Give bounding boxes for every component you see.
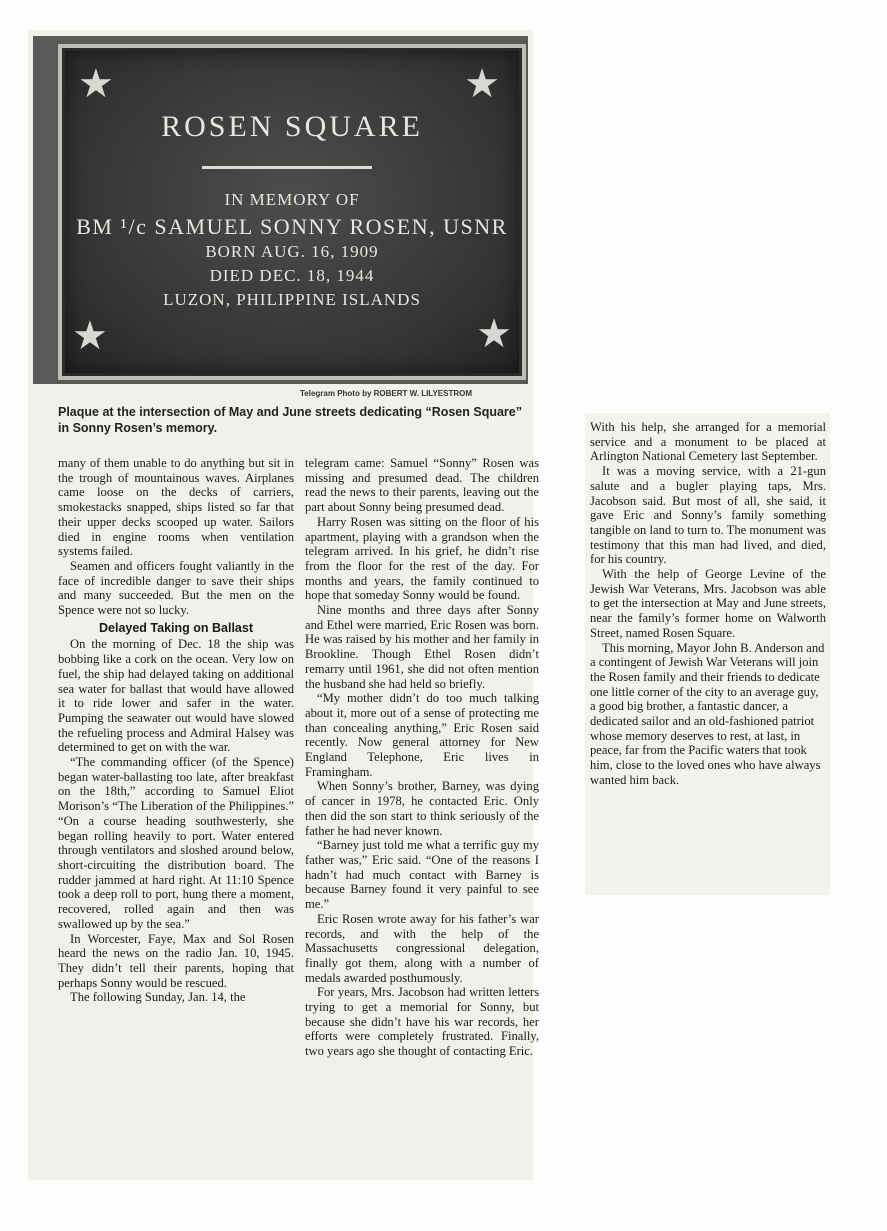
- article-column-3: [590, 420, 826, 788]
- star-icon: ★: [476, 311, 512, 357]
- plaque-photo: [33, 36, 528, 384]
- star-icon: ★: [72, 313, 108, 359]
- plaque-line-2: BM ¹/c SAMUEL SONNY ROSEN, USNR: [76, 214, 508, 239]
- paragraph: It was a moving service, with a 21-gun salute and a bugler playing taps, Mrs. Jacobson said. But most of all, she said, it gave Eric and Sonny’s family something tangible on land to turn to. The monument was testimony that this man had lived, and died, for his country.: [590, 464, 826, 567]
- article-column-1: [58, 456, 294, 1005]
- paragraph: Eric Rosen wrote away for his father’s war records, and with the help of the Massachusetts congressional delegation, finally got them, along with a number of medals awarded posthumously.: [305, 911, 539, 985]
- plaque-line-1: IN MEMORY OF: [224, 190, 360, 209]
- photo-credit: Telegram Photo by ROBERT W. LILYESTROM: [300, 389, 473, 398]
- article-column-2: [305, 456, 539, 1059]
- plaque-line-4: DIED DEC. 18, 1944: [209, 266, 375, 285]
- photo-caption: Plaque at the intersection of May and June streets dedicating “Rosen Square” in Sonny Rosen’s memory.: [58, 405, 522, 435]
- paragraph: Harry Rosen was sitting on the floor of his apartment, playing with a grandson when the telegram arrived. In his grief, he didn’t rise from the floor for the rest of the day. For months and years, the family continued to hope that someday Sonny would be found.: [305, 514, 539, 603]
- paragraph: With the help of George Levine of the Jewish War Veterans, Mrs. Jacobson was able to get the intersection at May and June streets, near the family’s former home on Walworth Street, named Rosen Square.: [590, 567, 826, 640]
- paragraph: “My mother didn’t do too much talking about it, more out of a sense of protecting me than concealing anything,” Eric Rosen said recently. Now general attorney for New England Telephone, Eric lives in Framingham.: [305, 691, 539, 779]
- star-icon: ★: [464, 61, 500, 107]
- plaque-line-5: LUZON, PHILIPPINE ISLANDS: [163, 290, 421, 309]
- paragraph: When Sonny’s brother, Barney, was dying of cancer in 1978, he contacted Eric. Only then did the son start to think seriously of the father he had never known.: [305, 779, 539, 838]
- paragraph: “Barney just told me what a terrific guy my father was,” Eric said. “One of the reasons I hadn’t had much contact with Barney is because Barney found it very painful to see me.”: [305, 838, 539, 912]
- plaque-title: ROSEN SQUARE: [161, 110, 423, 143]
- paragraph: Nine months and three days after Sonny and Ethel were married, Eric Rosen was born. He was raised by his mother and her family in Brookline. Though Ethel Rosen didn’t remarry until 1961, she did not often mention the husband she had held so briefly.: [305, 603, 539, 691]
- paragraph: The following Sunday, Jan. 14, the: [70, 990, 246, 1005]
- paragraph: On the morning of Dec. 18 the ship was bobbing like a cork on the ocean. Very low on fuel, the ship had delayed taking on additional sea water for ballast that would have allowed it to ride lower and safer in the water. Pumping the seawater out would have slowed the refueling process and Admiral Halsey was determined to get on with the war.: [58, 637, 294, 755]
- paragraph: For years, Mrs. Jacobson had written letters trying to get a memorial for Sonny, but because she didn’t have his war records, her efforts were completely frustrated. Finally, two years ago she thought of contacting Eric.: [305, 985, 539, 1059]
- paragraph: With his help, she arranged for a memorial service and a monument to be placed at Arlington National Cemetery last September.: [590, 420, 826, 464]
- star-icon: ★: [78, 61, 114, 107]
- paragraph: Seamen and officers fought valiantly in the face of incredible danger to save their ships and many succeeded. But the men on the Spence were not so lucky.: [58, 558, 294, 618]
- memorial-plaque: [58, 44, 526, 380]
- paragraph: In Worcester, Faye, Max and Sol Rosen heard the news on the radio Jan. 10, 1945. They didn’t tell their parents, hoping that perhaps Sonny would be rescued.: [58, 931, 294, 990]
- subheading: Delayed Taking on Ballast: [99, 620, 253, 635]
- paragraph: This morning, Mayor John B. Anderson and a contingent of Jewish War Veterans will join the Rosen family and their friends to dedicate one little corner of the city to an average guy, a good big brother, a fantastic dancer, a dedicated sailor and an old-fashioned patriot whose memory deserves to rest, at last, in peace, far from the Pacific waters that took him, close to the loved ones who have always wanted him back.: [590, 640, 825, 787]
- plaque-divider: [202, 166, 372, 169]
- paragraph: many of them unable to do anything but sit in the trough of mountainous waves. Airplanes came loose on the decks of carriers, smokestacks snapped, ships listed so far that their upper decks scooped up water. Sailors died in engine rooms when ventilation systems failed.: [58, 456, 294, 559]
- paragraph: “The commanding officer (of the Spence) began water-ballasting too late, after breakfast on the 18th,” according to Samuel Eliot Morison’s “The Liberation of the Philippines.” “On a course heading southwesterly, she began rolling heavily to port. Water entered through ventilators and sloshed around below, short-circuiting the distribution board. The rudder jammed at hard right. At 11:10 Spence took a deep roll to port, hung there a moment, recovered, rolled again and then was swallowed up by the sea.”: [58, 755, 294, 931]
- paragraph: telegram came: Samuel “Sonny” Rosen was missing and presumed dead. The children read the news to their parents, leaving out the part about Sonny being presumed dead.: [305, 456, 539, 515]
- plaque-line-3: BORN AUG. 16, 1909: [205, 242, 379, 261]
